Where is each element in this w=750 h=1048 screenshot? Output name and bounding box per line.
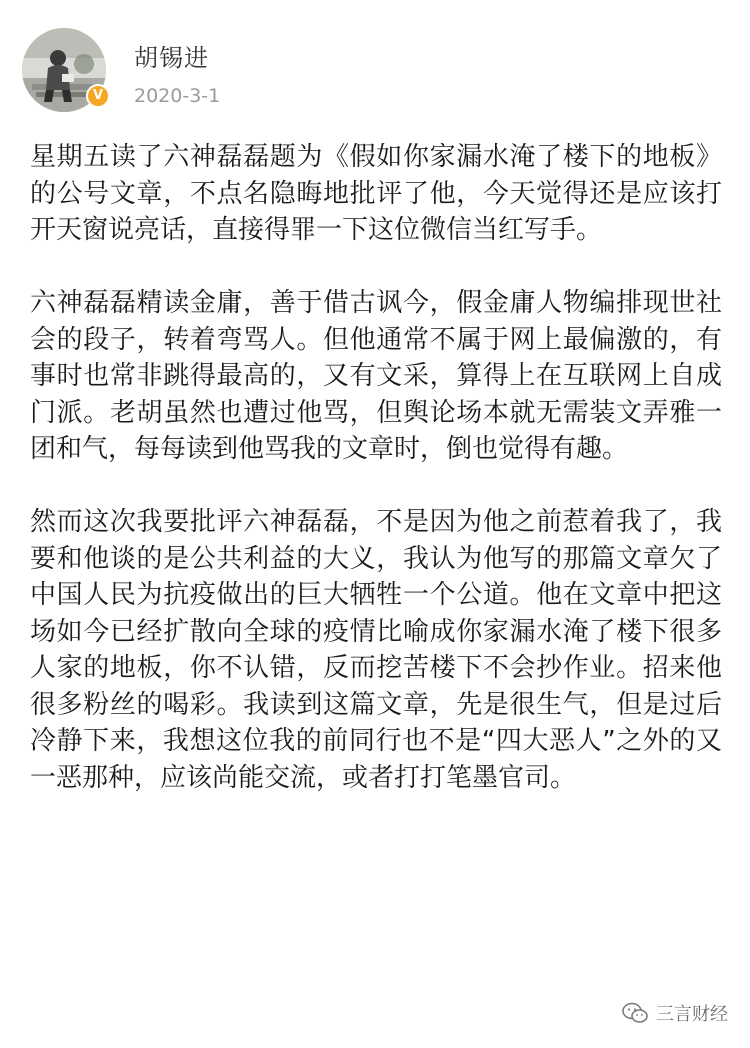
watermark: [622, 1000, 728, 1026]
post-body: [30, 139, 722, 833]
wechat-icon: [622, 1002, 648, 1024]
post-date: 2020-3-1: [134, 85, 221, 107]
verified-v-badge-icon: V: [86, 84, 110, 108]
avatar-container[interactable]: [22, 28, 106, 112]
watermark-label: 三言财经: [656, 1004, 728, 1025]
author-name[interactable]: 胡锡进: [134, 44, 209, 72]
post-header: [22, 28, 722, 118]
post-paragraph: 星期五读了六神磊磊题为《假如你家漏水淹了楼下的地板》的公号文章，不点名隐晦地批评了他，今天觉得还是应该打开天窗说亮话，直接得罪一下这位微信当红写手。: [30, 142, 722, 245]
post-paragraph: 然而这次我要批评六神磊磊，不是因为他之前惹着我了，我要和他谈的是公共利益的大义，我认为他写的那篇文章欠了中国人民为抗疫做出的巨大牺牲一个公道。他在文章中把这场如今已经扩散向全球的疫情比喻成你家漏水淹了楼下很多人家的地板，你不认错，反而挖苦楼下不会抄作业。招来他很多粉丝的喝彩。我读到这篇文章，先是很生气，但是过后冷静下来，我想这位我的前同行也不是“四大恶人”之外的又一恶那种，应该尚能交流，或者打打笔墨官司。: [30, 507, 722, 793]
post-paragraph: 六神磊磊精读金庸，善于借古讽今，假金庸人物编排现世社会的段子，转着弯骂人。但他通常不属于网上最偏激的，有事时也常非跳得最高的，又有文采，算得上在互联网上自成门派。老胡虽然也遭过他骂，但舆论场本就无需装文弄雅一团和气，每每读到他骂我的文章时，倒也觉得有趣。: [30, 288, 722, 464]
